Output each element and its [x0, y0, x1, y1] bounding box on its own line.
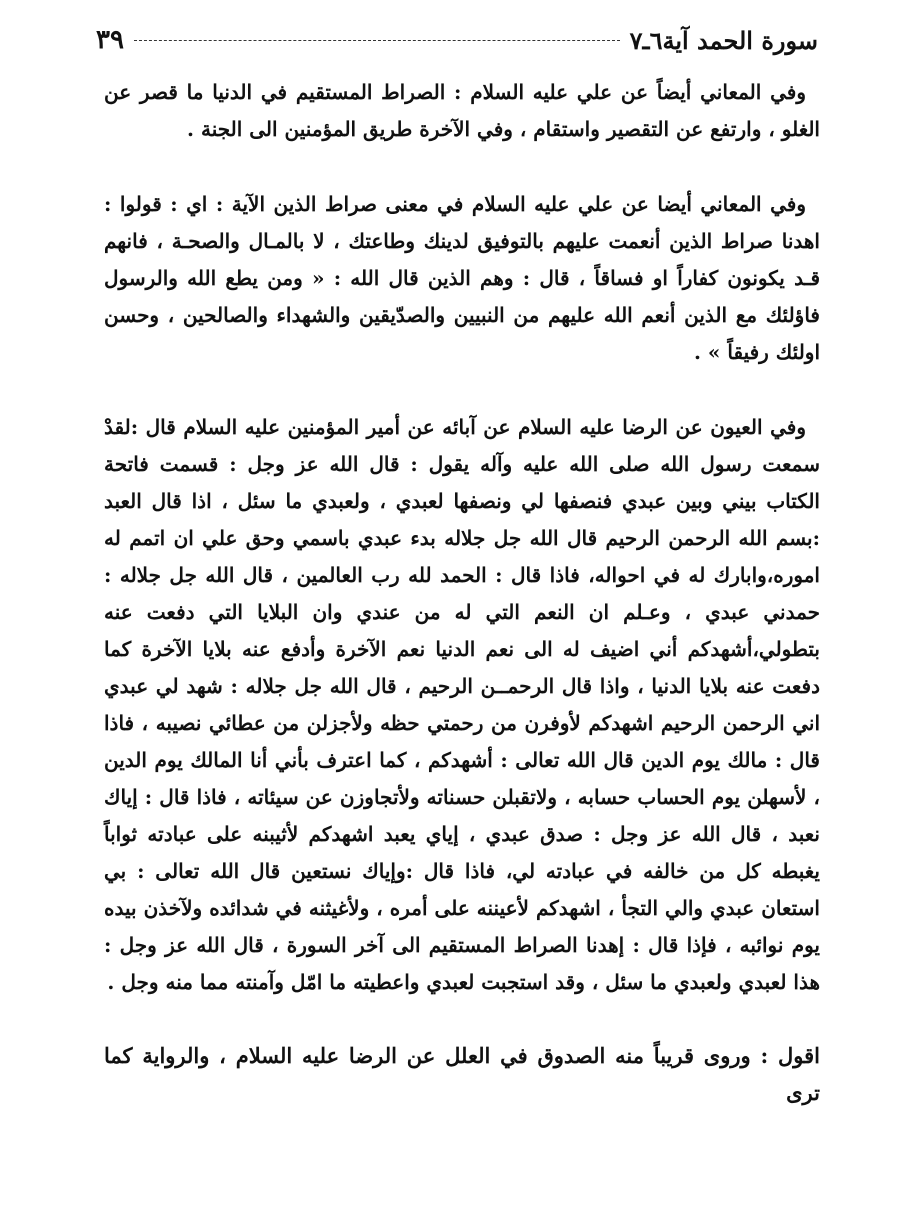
paragraph-author-comment: اقول : وروى قريباً منه الصدوق في العلل عن الرضا عليه السلام ، والرواية كما ترى	[104, 1043, 820, 1105]
page-header	[96, 20, 818, 60]
paragraph-maani-sirat-alladhina: وفي المعاني أيضا عن علي عليه السلام في معنى صراط الذين الآية : اي : قولوا : اهدنا صراط الذين أنعمت عليهم بالتوفيق لدينك وطاعتك ، لا بالمـال والصحـة ، فانهم قـد يكونون كفاراً او فساقاً ، قال : وهم الذين قال الله : « ومن يطع الله والرسول فاؤلئك مع الذين أنعم الله عليهم من النبيين والصدّيقين والشهداء والصالحين ، وحسن اولئك رفيقاً » .	[104, 192, 820, 364]
paragraph-uyun-hadith: وفي العيون عن الرضا عليه السلام عن آبائه عن أمير المؤمنين عليه السلام قال :لقدْ سمعت رسول الله صلى الله عليه وآله يقول : قال الله عز وجل : قسمت فاتحة الكتاب بيني وبين عبدي فنصفها لي ونصفها لعبدي ، ولعبدي ما سئل ، اذا قال العبد :بسم الله الرحمن الرحيم قال الله جل جلاله بدء عبدي باسمي وحق علي ان اتمم له اموره،وابارك له في احواله، فاذا قال : الحمد لله رب العالمين ، قال الله جل جلاله : حمدني عبدي ، وعـلم ان النعم التي له من عندي وان البلايا التي دفعت عنه بتطولي،أشهدكم أني اضيف له الى نعم الدنيا نعم الآخرة وأدفع عنه بلايا الآخرة كما دفعت عنه بلايا الدنيا ، واذا قال الرحمــن الرحيم ، قال الله جل جلاله : شهد لي عبدي اني الرحمن الرحيم اشهدكم لأوفرن من رحمتي حظه ولأجزلن من عطائي نصيبه ، فاذا قال : مالك يوم الدين قال الله تعالى : أشهدكم ، كما اعترف بأني أنا المالك يوم الدين ، لأسهلن يوم الحساب حسابه ، ولاتقبلن حسناته ولأتجاوزن عن سيئاته ، فاذا قال : إياك نعبد ، قال الله عز وجل : صدق عبدي ، إياي يعبد اشهدكم لأثيبنه على عبادته ثواباً يغبطه كل من خالفه في عبادته لي، فاذا قال :وإياك نستعين قال الله تعالى : بي استعان عبدي والي التجأ ، اشهدكم لأعيننه على أمره ، ولأغيثنه في شدائده ولآخذن بيده يوم نوائبه ، فإذا قال : إهدنا الصراط المستقيم الى آخر السورة ، قال الله عز وجل : هذا لعبدي ولعبدي ما سئل ، وقد استجبت لعبدي واعطيته ما امّل وآمنته مما منه وجل .	[104, 415, 820, 994]
header-divider	[134, 40, 620, 41]
page-body	[104, 74, 820, 1111]
running-title: سورة الحمد آية٦ـ٧	[629, 25, 818, 55]
paragraph-maani-ali-sirat: وفي المعاني أيضاً عن علي عليه السلام : الصراط المستقيم في الدنيا ما قصر عن الغلو ، وارتفع عن التقصير واستقام ، وفي الآخرة طريق المؤمنين الى الجنة .	[104, 80, 820, 141]
page-number: ٣٩	[96, 25, 124, 55]
